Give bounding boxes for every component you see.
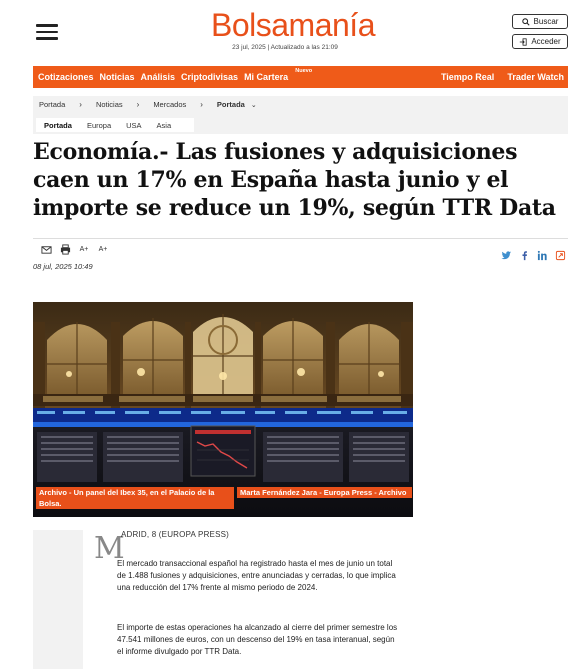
email-icon[interactable] (40, 243, 52, 255)
print-icon[interactable] (59, 243, 71, 255)
font-increase-button[interactable]: A+ (79, 245, 89, 253)
drop-cap: M (94, 531, 125, 566)
search-button[interactable]: Buscar (512, 14, 568, 29)
subtab-europa[interactable]: Europa (86, 120, 112, 130)
chevron-right-icon: › (79, 100, 82, 109)
section-subtabs (36, 118, 194, 132)
chevron-right-icon: › (200, 100, 203, 109)
main-nav (33, 66, 568, 88)
chevron-right-icon: › (136, 100, 140, 109)
login-icon (519, 38, 527, 46)
menu-icon[interactable] (36, 24, 58, 40)
breadcrumb (33, 96, 568, 134)
chevron-down-icon[interactable]: ⌄ (250, 101, 257, 109)
article-photo (33, 302, 413, 517)
nav-tiempo-real[interactable]: Tiempo Real (440, 72, 495, 82)
stock-exchange-photo (33, 302, 413, 517)
breadcrumb-noticias[interactable]: Noticias (95, 100, 123, 109)
site-logo[interactable]: Bolsamanía (211, 7, 375, 43)
divider (33, 238, 568, 239)
login-button[interactable]: Acceder (512, 34, 568, 49)
share-bar (500, 249, 566, 261)
site-header (0, 0, 572, 62)
nav-mi-cartera[interactable]: Mi Cartera Nuevo (244, 68, 313, 82)
article-date: 08 jul, 2025 10:49 (33, 262, 93, 271)
article-paragraph: El importe de estas operaciones ha alcanzado al cierre del primer semestre los 47.541 millones de euros, con un descenso del 19% en tasa interanual, según el informe divulgado por TTR Data. (117, 623, 398, 656)
article-tools (40, 243, 109, 255)
linkedin-icon[interactable] (536, 249, 548, 261)
nav-right (432, 72, 568, 82)
subtab-usa[interactable]: USA (126, 120, 142, 130)
nav-cotizaciones[interactable]: Cotizaciones (38, 72, 94, 82)
nav-trader-watch[interactable]: Trader Watch (507, 72, 564, 82)
facebook-icon[interactable] (518, 249, 530, 261)
breadcrumb-current[interactable]: Portada (216, 100, 245, 109)
nav-analisis[interactable]: Análisis (140, 72, 176, 82)
search-icon (522, 18, 530, 26)
new-badge: Nuevo (295, 68, 313, 74)
photo-caption: Archivo - Un panel del Ibex 35, en el Palacio de la Bolsa. (36, 487, 234, 509)
breadcrumb-trail (39, 100, 257, 109)
twitter-icon[interactable] (500, 249, 512, 261)
article-dateline: ADRID, 8 (EUROPA PRESS) (121, 530, 230, 539)
subtab-asia[interactable]: Asia (156, 120, 172, 130)
nav-criptodivisas[interactable]: Criptodivisas (181, 72, 239, 82)
article-headline: Economía.- Las fusiones y adquisiciones caen un 17% en España hasta junio y el importe se reduce un 19%, según TTR Data (33, 139, 556, 221)
photo-credit: Marta Fernández Jara - Europa Press - Archivo (237, 487, 412, 498)
font-decrease-button[interactable]: A+ (98, 245, 108, 253)
share-icon[interactable] (554, 249, 566, 261)
breadcrumb-mercados[interactable]: Mercados (153, 100, 187, 109)
subtab-portada[interactable]: Portada (44, 120, 72, 130)
nav-noticias[interactable]: Noticias (99, 72, 135, 82)
breadcrumb-portada[interactable]: Portada (39, 100, 66, 109)
sidebar-placeholder (33, 530, 83, 669)
article-paragraph: El mercado transaccional español ha registrado hasta el mes de junio un total de 1.488 fusiones y adquisiciones, entre anunciadas y cerradas, lo que implica una reducción del 17% frente al mismo periodo de 2024. (117, 559, 396, 592)
header-dateline: 23 jul, 2025 | Actualizado a las 21:09 (232, 44, 338, 51)
